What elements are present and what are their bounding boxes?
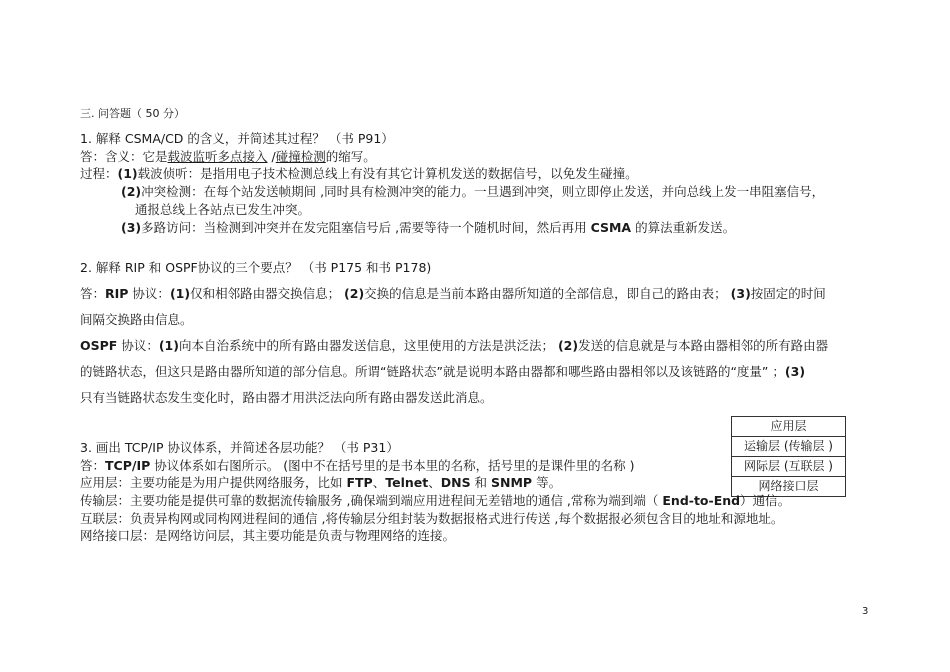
section-title: 三. 问答题（ 50 分） bbox=[80, 107, 185, 120]
q2-rip-line bbox=[80, 286, 826, 302]
q1-answer-prefix: 答：含义：它是 bbox=[80, 149, 168, 164]
q3-internet-layer: 互联层：负责异构网或同构网进程间的通信 ,将传输层分组封装为数据报格式进行传送 ,每个数据报必须包含目的地址和源地址。 bbox=[80, 511, 784, 526]
q2-ospf-line-2 bbox=[80, 364, 805, 380]
q1-term-cd: 碰撞检测 bbox=[275, 149, 326, 164]
q2-ospf-number-2: (2) bbox=[557, 338, 579, 353]
q1-step-2-text: 冲突检测：在每个站发送帧期间 ,同时具有检测冲突的能力。一旦遇到冲突，则立即停止发送，并向总线上发一串阻塞信号， bbox=[141, 184, 825, 199]
q3-transport-layer bbox=[80, 493, 790, 509]
q1-step-3-number: (3) bbox=[121, 220, 142, 235]
q1-question: 1. 解释 CSMA/CD 的含义，并简述其过程？ （书 P91） bbox=[80, 131, 394, 146]
page-number: 3 bbox=[862, 606, 869, 617]
q1-step-1-text: 载波侦听：是指用电子技术检测总线上有没有其它计算机发送的数据信号，以免发生碰撞。 bbox=[137, 166, 638, 181]
q1-answer-meaning bbox=[80, 149, 376, 165]
q1-answer-suffix: 的缩写。 bbox=[325, 149, 376, 164]
q2-rip-number-1: (1) bbox=[169, 286, 191, 301]
q2-rip-label: 协议： bbox=[128, 286, 170, 301]
q1-term-csma: 载波监听多点接入 bbox=[167, 149, 268, 164]
q3-app-snmp: SNMP bbox=[491, 475, 533, 490]
q1-step-1-number: (1) bbox=[117, 166, 138, 181]
q3-app-telnet: Telnet bbox=[385, 475, 429, 490]
q2-ospf-text-1: 向本自治系统中的所有路由器发送信息，这里使用的方法是洪泛法； bbox=[178, 338, 554, 353]
q1-step-3 bbox=[121, 220, 735, 236]
q2-question: 2. 解释 RIP 和 OSPF协议的三个要点？ （书 P175 和书 P178) bbox=[80, 260, 432, 275]
q2-rip-continued: 间隔交换路由信息。 bbox=[80, 312, 193, 327]
q1-step-3-end: 的算法重新发送。 bbox=[631, 220, 736, 235]
q3-app-text: 应用层：主要功能是为用户提供网络服务，比如 bbox=[80, 475, 347, 490]
q3-trans-end: ）通信。 bbox=[740, 493, 791, 508]
q3-app-end: 等。 bbox=[532, 475, 562, 490]
q3-question: 3. 画出 TCP/IP 协议体系，并简述各层功能？ （书 P31） bbox=[80, 440, 399, 455]
layer-transport: 运输层 (传输层 ) bbox=[732, 437, 845, 457]
q1-step-2 bbox=[121, 184, 824, 200]
q2-rip-text-3: 按固定的时间 bbox=[750, 286, 826, 301]
q2-ospf-line bbox=[80, 338, 828, 354]
layer-application: 应用层 bbox=[732, 417, 845, 437]
q3-answer-prefix: 答： bbox=[80, 458, 106, 473]
q2-rip-text-2: 交换的信息是当前本路由器所知道的全部信息，即自己的路由表； bbox=[364, 286, 727, 301]
q3-app-sep-3: 和 bbox=[470, 475, 492, 490]
q3-tcpip-keyword: TCP/IP bbox=[105, 458, 151, 473]
layer-network-interface: 网络接口层 bbox=[758, 479, 819, 493]
q2-ospf-number-1: (1) bbox=[158, 338, 179, 353]
q2-ospf-keyword: OSPF bbox=[80, 338, 118, 353]
q1-process-label: 过程： bbox=[80, 166, 118, 181]
q3-app-sep-1: 、 bbox=[372, 475, 386, 490]
q2-ospf-text-3: 的链路状态，但这只是路由器所知道的部分信息。所谓“链路状态”就是说明本路由器都和哪些路由器相邻以及该链路的“度量” bbox=[80, 364, 769, 379]
q3-answer-text: 协议体系如右图所示。 (图中不在括号里的是书本里的名称，括号里的是课件里的名称 ) bbox=[150, 458, 635, 473]
q3-trans-text: 传输层：主要功能是提供可靠的数据流传输服务 ,确保端到端应用进程间无差错地的通信 ,常称为端到端（ bbox=[80, 493, 663, 508]
q2-ospf-semicolon: ； bbox=[772, 364, 785, 379]
q2-answer-prefix: 答： bbox=[80, 286, 106, 301]
q2-ospf-text-2: 发送的信息就是与本路由器相邻的所有路由器 bbox=[578, 338, 829, 353]
q2-rip-number-3: (3) bbox=[730, 286, 751, 301]
q3-answer bbox=[80, 458, 634, 474]
q1-step-2-number: (2) bbox=[121, 184, 142, 199]
q2-rip-number-2: (2) bbox=[344, 286, 365, 301]
layer-internet: 网际层 (互联层 ) bbox=[732, 457, 845, 477]
q2-ospf-label: 协议： bbox=[117, 338, 159, 353]
q1-step-2-continued: 通报总线上各站点已发生冲突。 bbox=[135, 202, 311, 217]
q3-app-sep-2: 、 bbox=[428, 475, 441, 490]
tcpip-layer-diagram bbox=[731, 416, 846, 497]
q3-trans-keyword: End-to-End bbox=[662, 493, 741, 508]
q3-app-dns: DNS bbox=[440, 475, 471, 490]
q2-rip-keyword: RIP bbox=[105, 286, 129, 301]
q3-app-ftp: FTP bbox=[346, 475, 373, 490]
q1-step-1 bbox=[80, 166, 638, 182]
q2-ospf-number-3: (3) bbox=[784, 364, 806, 379]
q1-term-separator: / bbox=[267, 149, 276, 164]
q3-application-layer bbox=[80, 475, 561, 491]
q2-ospf-line-3: 只有当链路状态发生变化时，路由器才用洪泛法向所有路由器发送此消息。 bbox=[80, 390, 493, 405]
q1-step-3-keyword: CSMA bbox=[590, 220, 632, 235]
q2-rip-text-1: 仅和相邻路由器交换信息； bbox=[190, 286, 345, 301]
q3-network-interface-layer: 网络接口层：是网络访问层，其主要功能是负责与物理网络的连接。 bbox=[80, 528, 456, 543]
q1-step-3-text: 多路访问：当检测到冲突并在发完阻塞信号后 ,需要等待一个随机时间，然后再用 bbox=[141, 220, 587, 235]
